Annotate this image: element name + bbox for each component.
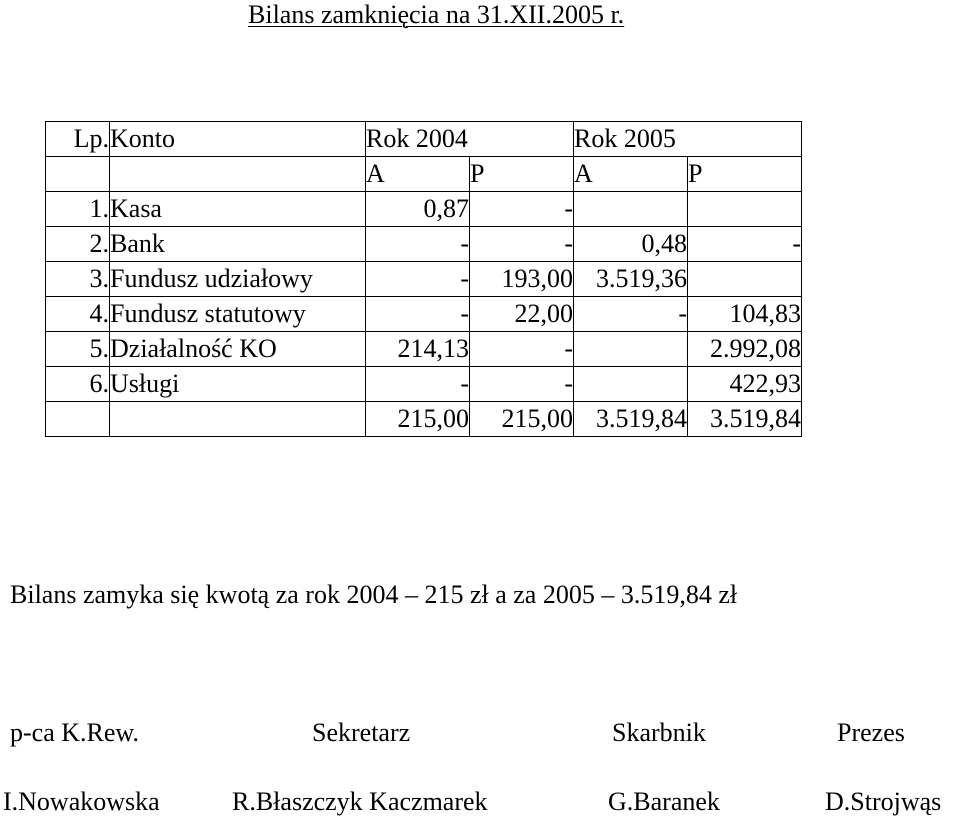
balance-table [45, 121, 802, 437]
table-row [46, 367, 802, 402]
total-p-2004: 215,00 [470, 402, 574, 437]
row-a-2005 [574, 367, 688, 402]
table-row [46, 262, 802, 297]
table-subheader-row [46, 157, 802, 192]
row-p-2005: 422,93 [688, 367, 802, 402]
total-p-2005: 3.519,84 [688, 402, 802, 437]
row-p-2005 [688, 192, 802, 227]
row-a-2004: - [366, 227, 470, 262]
row-konto: Fundusz udziałowy [110, 262, 366, 297]
header-lp: Lp. [46, 122, 110, 157]
row-p-2005: 2.992,08 [688, 332, 802, 367]
row-lp: 5. [46, 332, 110, 367]
table-row [46, 297, 802, 332]
row-p-2004: - [470, 192, 574, 227]
row-p-2004: 193,00 [470, 262, 574, 297]
total-a-2004: 215,00 [366, 402, 470, 437]
totals-empty-lp [46, 402, 110, 437]
row-konto: Fundusz statutowy [110, 297, 366, 332]
header-year-2004: Rok 2004 [366, 122, 574, 157]
row-a-2004: - [366, 297, 470, 332]
signature-role-secretary: Sekretarz [312, 718, 411, 747]
row-p-2004: - [470, 367, 574, 402]
row-a-2004: 0,87 [366, 192, 470, 227]
row-konto: Kasa [110, 192, 366, 227]
row-a-2004: 214,13 [366, 332, 470, 367]
header-konto: Konto [110, 122, 366, 157]
row-a-2005: 3.519,36 [574, 262, 688, 297]
row-lp: 2. [46, 227, 110, 262]
signature-role-president: Prezes [837, 718, 905, 747]
subheader-p-2004: P [470, 157, 574, 192]
row-a-2005: 0,48 [574, 227, 688, 262]
row-lp: 4. [46, 297, 110, 332]
row-a-2004: - [366, 262, 470, 297]
row-p-2005: - [688, 227, 802, 262]
row-a-2005: - [574, 297, 688, 332]
row-konto: Bank [110, 227, 366, 262]
row-lp: 6. [46, 367, 110, 402]
table-row [46, 332, 802, 367]
row-lp: 3. [46, 262, 110, 297]
row-a-2005 [574, 332, 688, 367]
totals-empty-konto [110, 402, 366, 437]
document-title: Bilans zamknięcia na 31.XII.2005 r. [248, 0, 625, 29]
row-p-2004: - [470, 227, 574, 262]
row-a-2004: - [366, 367, 470, 402]
row-p-2005: 104,83 [688, 297, 802, 332]
signature-role-vice-chair: p-ca K.Rew. [10, 718, 139, 747]
subheader-a-2005: A [574, 157, 688, 192]
signature-name-blaszczyk: R.Błaszczyk Kaczmarek [232, 787, 488, 816]
table-row [46, 192, 802, 227]
table-header-row [46, 122, 802, 157]
table-row [46, 227, 802, 262]
subheader-empty-lp [46, 157, 110, 192]
signature-name-nowakowska: I.Nowakowska [3, 787, 160, 816]
row-p-2004: - [470, 332, 574, 367]
signature-role-treasurer: Skarbnik [612, 718, 706, 747]
row-p-2005 [688, 262, 802, 297]
row-lp: 1. [46, 192, 110, 227]
total-a-2005: 3.519,84 [574, 402, 688, 437]
subheader-p-2005: P [688, 157, 802, 192]
summary-text: Bilans zamyka się kwotą za rok 2004 – 215 zł a za 2005 – 3.519,84 zł [10, 580, 738, 609]
row-konto: Usługi [110, 367, 366, 402]
row-a-2005 [574, 192, 688, 227]
signature-name-strojwas: D.Strojwąs [825, 787, 942, 816]
subheader-empty-konto [110, 157, 366, 192]
header-year-2005: Rok 2005 [574, 122, 802, 157]
totals-row [46, 402, 802, 437]
subheader-a-2004: A [366, 157, 470, 192]
signature-name-baranek: G.Baranek [608, 787, 720, 816]
row-konto: Działalność KO [110, 332, 366, 367]
row-p-2004: 22,00 [470, 297, 574, 332]
